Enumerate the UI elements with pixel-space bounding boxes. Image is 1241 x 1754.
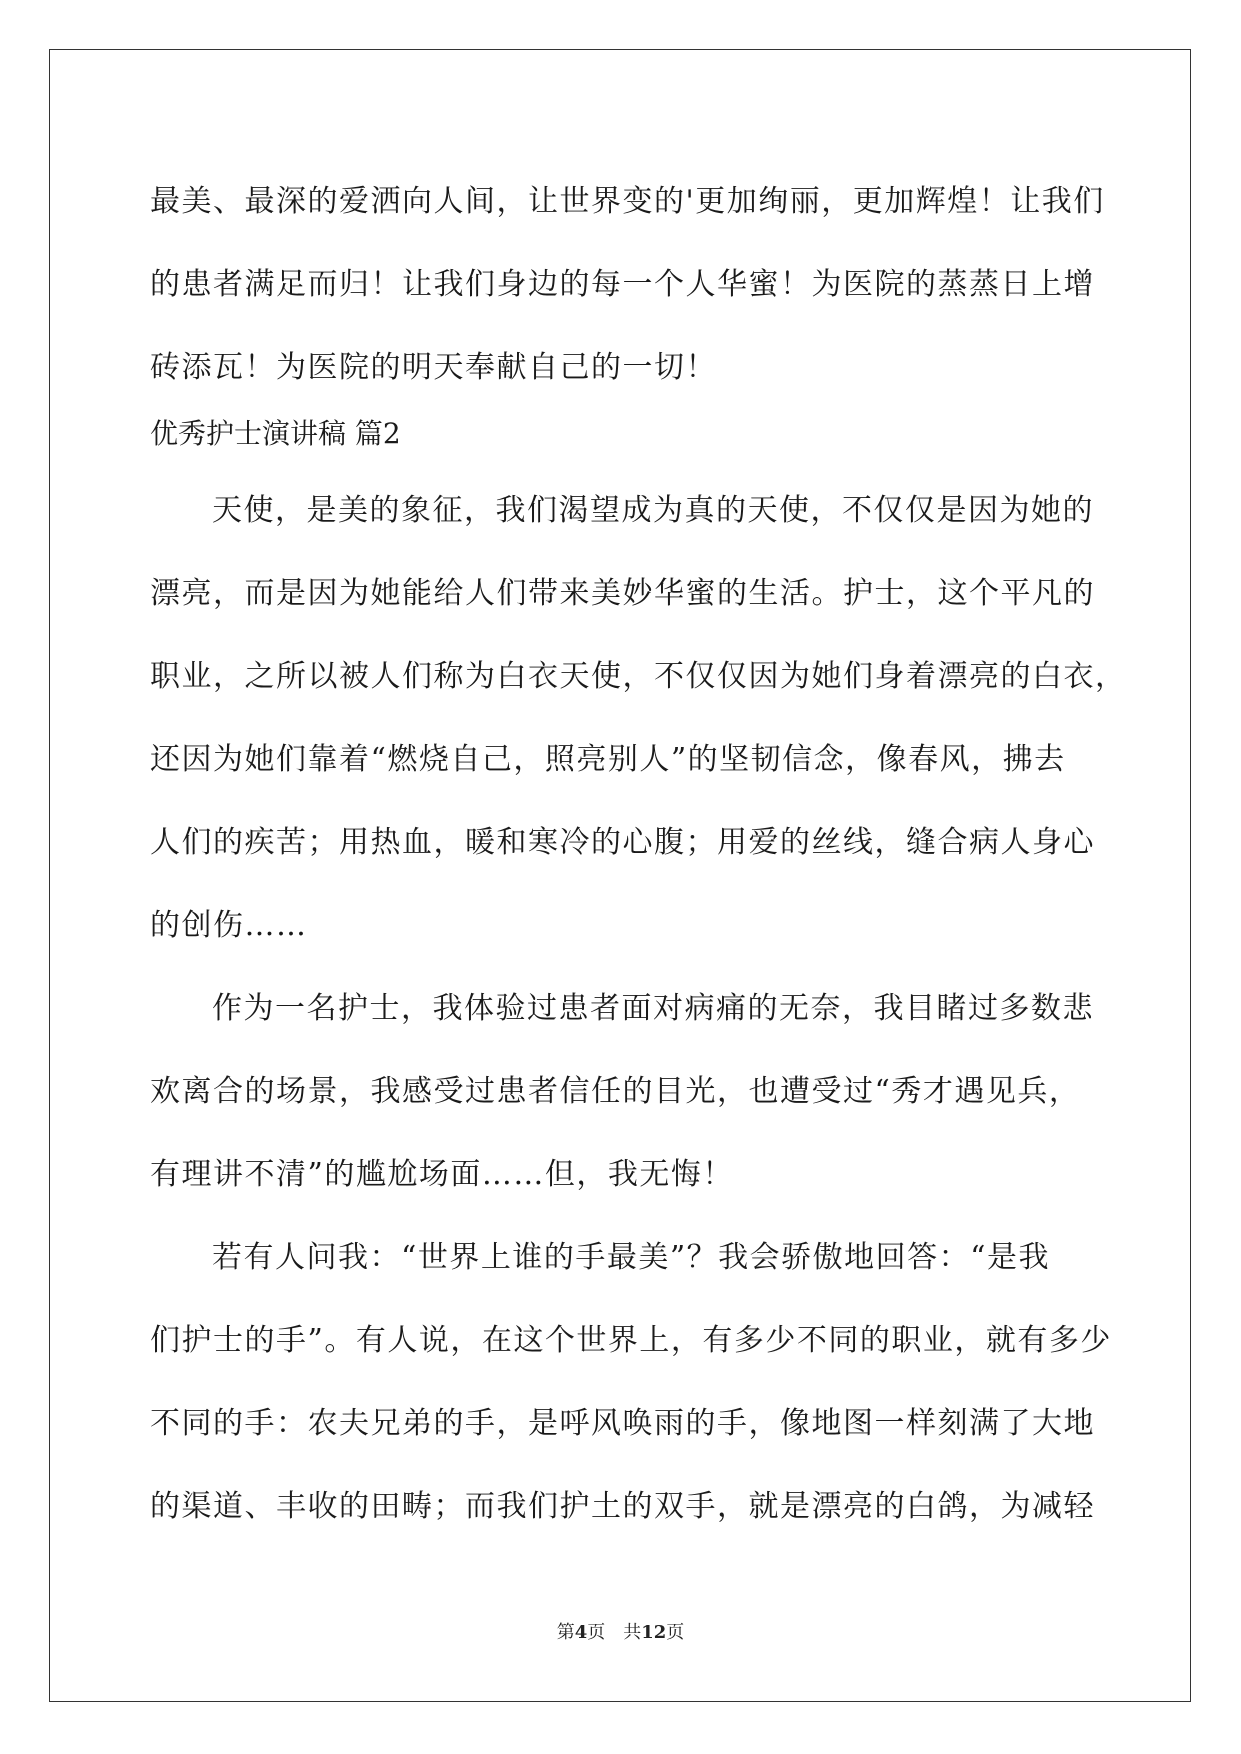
text-line: 天使，是美的象征，我们渴望成为真的天使，不仅仅是因为她的 [212,493,1094,528]
text-line: 砖添瓦！为医院的明天奉献自己的一切！ [150,350,717,385]
footer-middle: 页 共 [587,1622,642,1643]
page-footer [0,1618,1241,1644]
text-line: 还因为她们靠着“燃烧自己，照亮别人”的坚韧信念，像春风，拂去 [150,742,1066,777]
text-line: 不同的手：农夫兄弟的手，是呼风唤雨的手，像地图一样刻满了大地 [150,1406,1095,1441]
text-line: 们护士的手”。有人说，在这个世界上，有多少不同的职业，就有多少 [150,1323,1112,1358]
text-line: 的患者满足而归！让我们身边的每一个人华蜜！为医院的蒸蒸日上增 [150,267,1095,302]
text-line: 的渠道、丰收的田畴；而我们护土的双手，就是漂亮的白鸽，为减轻 [150,1489,1095,1524]
total-pages: 12 [641,1622,667,1643]
footer-suffix: 页 [666,1622,685,1643]
paragraph [150,967,1100,1216]
section-heading: 优秀护士演讲稿 篇2 [150,417,401,450]
text-line: 欢离合的场景，我感受过患者信任的目光，也遭受过“秀才遇见兵， [150,1074,1081,1109]
text-line: 作为一名护士，我体验过患者面对病痛的无奈，我目睹过多数悲 [212,991,1094,1026]
text-line: 若有人问我：“世界上谁的手最美”？我会骄傲地回答：“是我 [212,1240,1051,1275]
text-line: 人们的疾苦；用热血，暖和寒冷的心腹；用爱的丝线，缝合病人身心 [150,825,1095,860]
text-line: 有理讲不清”的尴尬场面……但，我无悔！ [150,1157,734,1192]
paragraph [150,469,1127,967]
text-line: 职业，之所以被人们称为白衣天使，不仅仅因为她们身着漂亮的白衣， [150,659,1127,694]
page-number: 4 [574,1622,588,1643]
text-line: 漂亮，而是因为她能给人们带来美妙华蜜的生活。护士，这个平凡的 [150,576,1095,611]
text-line: 最美、最深的爱洒向人间，让世界变的'更加绚丽，更加辉煌！让我们 [150,184,1105,219]
paragraph [150,1216,1112,1548]
document-body [150,160,1127,1548]
text-line: 的创伤…… [150,908,308,943]
footer-prefix: 第 [556,1622,575,1643]
